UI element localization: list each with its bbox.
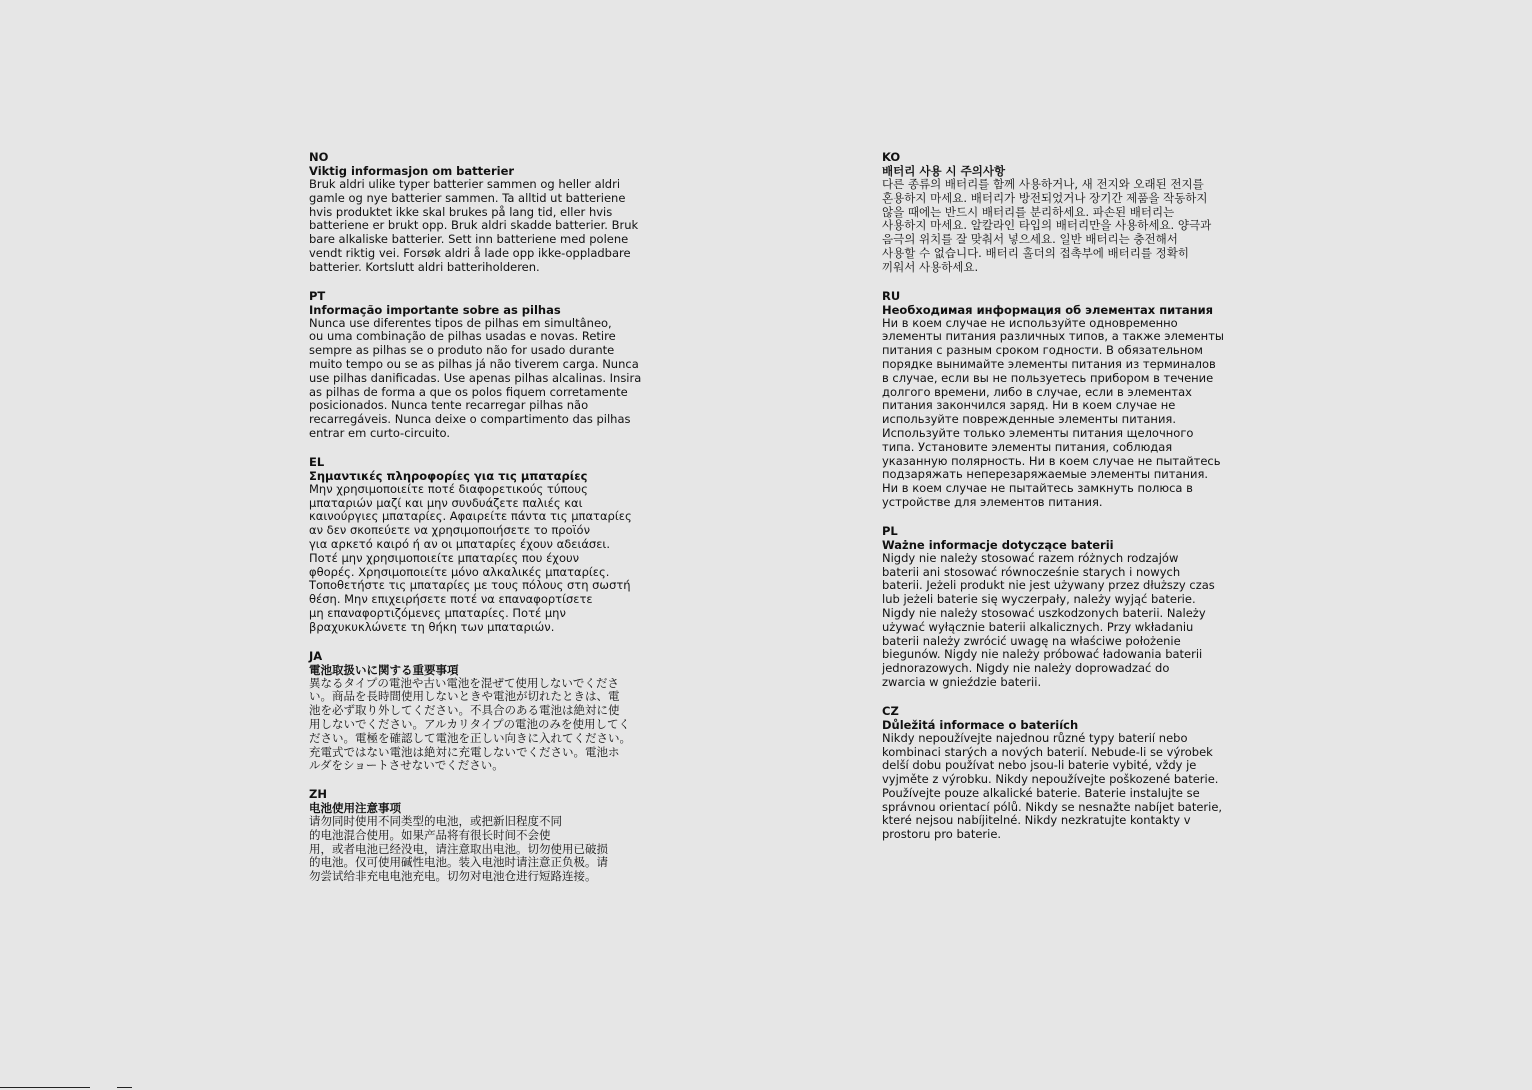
section-ru bbox=[882, 289, 1227, 510]
language-code: CZ bbox=[882, 703, 899, 718]
section-heading: Ważne informacje dotyczące baterii bbox=[882, 537, 1114, 552]
section-text: Nikdy nepoužívejte najednou různé typy baterií nebo kombinaci starých a nových baterií. Nebude-li se výrobek delší dobu používat nebo jsou-li baterie vybité, vždy je vyjměte z výrobku. Nikdy nepoužívejte poškozené baterie. Používejte pouze alkalické baterie. Baterie instalujte se správnou orientací pólů. Nikdy se nesnažte nabíjet baterie, které nejsou nabíjitelné. Nikdy nezkratujte kontakty v prostoru pro baterie. bbox=[882, 730, 1223, 842]
language-code: PT bbox=[309, 288, 326, 303]
section-heading: 배터리 사용 시 주의사항 bbox=[882, 164, 1006, 178]
section-text: Bruk aldri ulike typer batterier sammen og heller aldri gamle og nye batterier sammen. Ta alltid ut batteriene hvis produktet ikke skal brukes på lang tid, eller hvis batteriene er brukt opp. Bruk aldri skadde batterier. Bruk bare alkaliske batterier. Sett inn batteriene med polene vendt riktig vei. Forsøk aldri å lade opp ikke-oppladbare batterier. Kortslutt aldri batteriholderen. bbox=[309, 177, 639, 274]
crop-mark bbox=[117, 1087, 132, 1088]
section-heading: Необходимая информация об элементах питания bbox=[882, 302, 1214, 317]
left-column bbox=[309, 150, 659, 898]
section-text: 異なるタイプの電池や古い電池を混ぜて使用しないでくださ い。商品を長時間使用しないときや電池が切れたときは、電 池を必ず取り外してください。不具合のある電池は絶対に使 用しないでください。アルカリタイプの電池のみを使用してく ださい。電極を確認して電池を正しい向きに入れてください。 充電式ではない電池は絶対に充電しないでください。電池ホ ルダをショートさせないでください。 bbox=[309, 675, 631, 773]
section-text: Μην χρησιμοποιείτε ποτέ διαφορετικούς τύπους μπαταριών μαζί και μην συνδυάζετε παλιές και καινούργιες μπαταρίες. Αφαιρείτε πάντα τις μπαταρίες αν δεν σκοπεύετε να χρησιμοποιήσετε το προϊόν για αρκετό καιρό ή αν οι μπαταρίες έχουν αδειάσει. Ποτέ μην χρησιμοποιείτε μπαταρίες που έχουν φθορές. Χρησιμοποιείτε μόνο αλκαλικές μπαταρίες. Τοποθετήστε τις μπαταρίες με τους πόλους στη σωστή θέση. Μην επιχειρήσετε ποτέ να επαναφορτίσετε μη επαναφορτιζόμενες μπαταρίες. Ποτέ μην βραχυκυκλώνετε τη θήκη των μπαταριών. bbox=[309, 481, 632, 634]
section-zh bbox=[309, 787, 659, 884]
language-code: JA bbox=[309, 648, 323, 663]
section-el bbox=[309, 455, 659, 635]
section-text: 다른 종류의 배터리를 함께 사용하거나, 새 전지와 오래된 전지를 혼용하지 마세요. 배터리가 방전되었거나 장기간 제품을 작동하지 않을 때에는 반드시 배터리를 분리하세요. 파손된 배터리는 사용하지 마세요. 알칼라인 타입의 배터리만을 사용하세요. 양극과 음극의 위치를 잘 맞춰서 넣으세요. 일반 배터리는 충전해서 사용할 수 없습니다. 배터리 홀더의 접촉부에 배터리를 정확히 끼워서 사용하세요. bbox=[882, 177, 1212, 274]
crop-mark bbox=[0, 1087, 90, 1088]
language-code: NO bbox=[309, 150, 329, 164]
section-heading: Viktig informasjon om batterier bbox=[309, 164, 515, 178]
right-column bbox=[882, 150, 1227, 856]
language-code: ZH bbox=[309, 787, 327, 802]
section-heading: 電池取扱いに関する重要事項 bbox=[309, 662, 459, 677]
section-heading: 电池使用注意事项 bbox=[309, 801, 401, 816]
section-heading: Důležitá informace o bateriích bbox=[882, 717, 1079, 732]
section-no bbox=[309, 150, 659, 275]
section-text: 请勿同时使用不同类型的电池，或把新旧程度不同 的电池混合使用。如果产品将有很长时间不会使 用，或者电池已经没电，请注意取出电池。切勿使用已破损 的电池。仅可使用碱性电池。装入电池时请注意正负极。请 勿尝试给非充电电池充电。切勿对电池仓进行短路连接。 bbox=[309, 814, 608, 884]
language-code: EL bbox=[309, 454, 325, 469]
language-code: RU bbox=[882, 288, 901, 303]
section-pl bbox=[882, 524, 1227, 690]
section-heading: Σημαντικές πληροφορίες για τις μπαταρίες bbox=[309, 468, 588, 483]
language-code: PL bbox=[882, 523, 898, 538]
language-code: KO bbox=[882, 150, 901, 164]
section-text: Ни в коем случае не используйте одновременно элементы питания различных типов, а также элементы питания с разным сроком годности. В обязательном порядке вынимайте элементы питания из терминалов в случае, если вы не пользуетесь прибором в течение долгого времени, либо в случае, если в элементах питания закончился заряд. Ни в коем случае не используйте поврежденные элементы питания. Используйте только элементы питания щелочного типа. Установите элементы питания, соблюдая указанную полярность. Ни в коем случае не пытайтесь подзаряжать неперезаряжаемые элементы питания. Ни в коем случае не пытайтесь замкнуть полюса в устройстве для элементов питания. bbox=[882, 315, 1224, 509]
section-ko bbox=[882, 150, 1227, 275]
section-heading: Informação importante sobre as pilhas bbox=[309, 302, 561, 317]
section-text: Nigdy nie należy stosować razem różnych rodzajów baterii ani stosować równocześnie starych i nowych baterii. Jeżeli produkt nie jest używany przez dłuższy czas lub jeżeli baterie się wyczerpały, należy wyjąć baterie. Nigdy nie należy stosować uszkodzonych baterii. Należy używać wyłącznie baterii alkalicznych. Przy wkładaniu baterii należy zwrócić uwagę na właściwe położenie biegunów. Nigdy nie należy próbować ładowania baterii jednorazowych. Nigdy nie należy doprowadzać do zwarcia w gnieździe baterii. bbox=[882, 550, 1215, 689]
section-text: Nunca use diferentes tipos de pilhas em simultâneo, ou uma combinação de pilhas usadas e novas. Retire sempre as pilhas se o produto não for usado durante muito tempo ou se as pilhas já não tiverem carga. Nunca use pilhas danificadas. Use apenas pilhas alcalinas. Insira as pilhas de forma a que os polos fiquem corretamente posicionados. Nunca tente recarregar pilhas não recarregáveis. Nunca deixe o compartimento das pilhas entrar em curto-circuito. bbox=[309, 315, 642, 440]
section-cz bbox=[882, 704, 1227, 842]
section-ja bbox=[309, 649, 659, 774]
section-pt bbox=[309, 289, 659, 441]
